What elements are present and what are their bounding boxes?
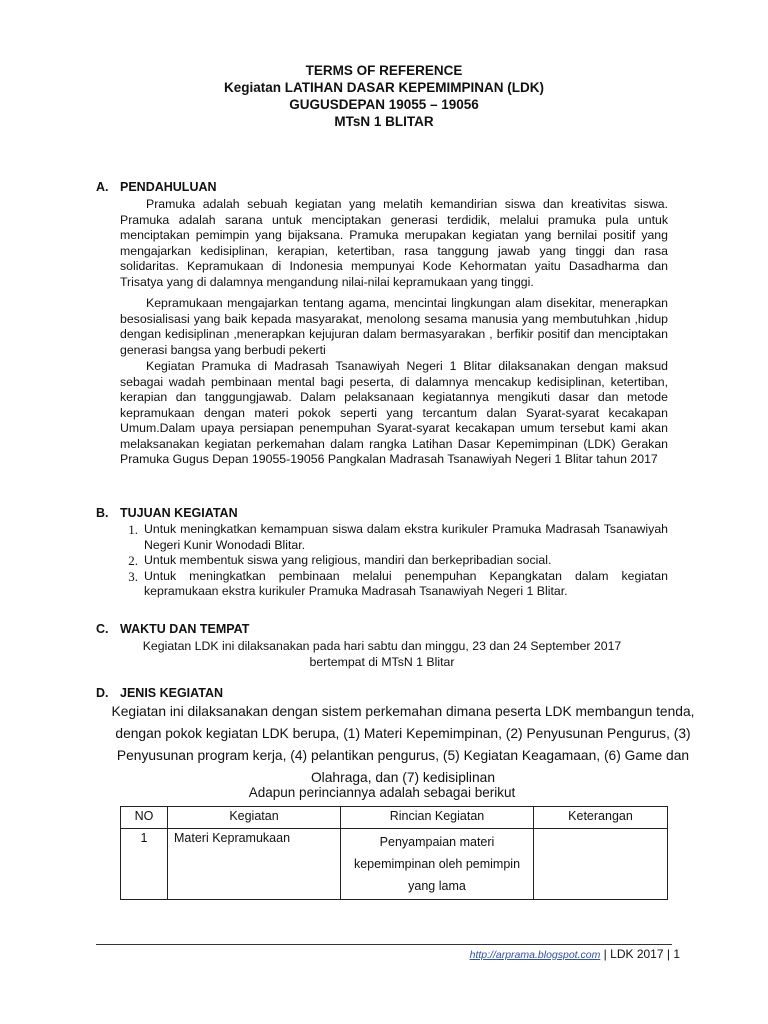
footer-doc-label: LDK 2017 [610, 947, 664, 961]
list-item [96, 522, 668, 553]
section-c-letter: C. [96, 622, 109, 636]
schedule-line-2: bertempat di MTsN 1 Blitar [309, 655, 455, 669]
section-a-heading [96, 180, 217, 194]
section-c-heading [96, 622, 249, 636]
schedule-text [96, 638, 668, 670]
column-header-no: NO [121, 807, 168, 829]
section-a-paragraph-2: Kepramukaan mengajarkan tentang agama, mencintai lingkungan alam disekitar, menerapkan besosialisasi yang baik kepada masyarakat, menolong sesama manusia yang membutuhkan ,hidup dengan kedisiplinan ,menerapkan kejujuran dalam bermasyarakan , berfikir positif dan menciptakan generasi bangsa yang berbudi pekerti [120, 296, 668, 357]
title-line-1: TERMS OF REFERENCE [305, 63, 463, 78]
activity-details-intro: Adapun perinciannya adalah sebagai berikut [248, 785, 516, 800]
page-number: 1 [673, 947, 680, 961]
section-a-letter: A. [96, 180, 109, 194]
cell-keterangan [534, 829, 668, 900]
page-footer [470, 947, 680, 961]
section-a-paragraph-1: Pramuka adalah sebuah kegiatan yang melatih kemandirian siswa dan kreativitas siswa. Pramuka adalah sarana untuk menciptakan generasi terdidik, melalui pramuka pula untuk menciptakan pemimpin yang bijaksana. Pramuka merupakan kegiatan yang bernilai positif yang mengajarkan kedisiplinan, kerapian, ketertiban, rasa tanggung jawab yang tinggi dan rasa solidaritas. Kepramukaan di Indonesia mempunyai Kode Kehormatan yaitu Dasadharma dan Trisatya yang di dalamnya mengandung nilai-nilai kepramukaan yang tinggi. [120, 197, 668, 289]
section-d-heading [96, 686, 223, 700]
footer-separator: | [600, 947, 611, 961]
section-d-letter: D. [96, 686, 109, 700]
activity-table [120, 806, 668, 900]
section-a-paragraph-3: Kegiatan Pramuka di Madrasah Tsanawiyah Negeri 1 Blitar dilaksanakan dengan maksud sebagai wadah pembinaan mental bagi peserta, di dalamnya mencakup kedisiplinan, ketertiban, kerapian dan tanggungjawab. Dalam pelaksanaan kegiatannya mengikuti dasar dan metode kepramukaan dengan materi pokok seperti yang tercantum dalan Syarat-syarat kecakapan Umum.Dalam upaya persiapan penempuhan Syarat-syarat kecakapan umum tersebut kami akan melaksanakan kegiatan perkemahan dalam rangka Latihan Dasar Kepemimpinan (LDK) Gerakan Pramuka Gugus Depan 19055-19056 Pangkalan Madrasah Tsanawiyah Negeri 1 Blitar tahun 2017 [120, 359, 668, 466]
cell-no: 1 [121, 829, 168, 900]
footer-divider [96, 944, 672, 945]
title-line-3: GUGUSDEPAN 19055 – 19056 [289, 97, 479, 112]
activity-description: Kegiatan ini dilaksanakan dengan sistem perkemahan dimana peserta LDK membangun tenda, dengan pokok kegiatan LDK berupa, (1) Materi Kepemimpinan, (2) Penyusunan Pengurus, (3) Penyusunan program kerja, (4) pelantikan pengurus, (5) Kegiatan Keagamaan, (6) Game dan Olahraga, dan (7) kedisiplinan [111, 704, 695, 785]
title-block [0, 62, 768, 130]
list-item-text: Untuk membentuk siswa yang religious, mandiri dan berkepribadian social. [144, 553, 552, 567]
list-item-text: Untuk meningkatkan pembinaan melalui penempuhan Kepangkatan dalam kegiatan kepramukaan ekstra kurikuler Pramuka Madrasah Tsanawiyah Negeri 1 Blitar. [144, 568, 668, 598]
section-b-heading [96, 506, 238, 520]
list-item [96, 553, 668, 569]
section-b-title: TUJUAN KEGIATAN [120, 506, 238, 520]
list-item-text: Untuk meningkatkan kemampuan siswa dalam ekstra kurikuler Pramuka Madrasah Tsanawiyah Negeri Kunir Wonodadi Blitar. [144, 522, 668, 552]
cell-kegiatan: Materi Kepramukaan [168, 829, 341, 900]
list-item-number: 2. [128, 553, 138, 568]
list-item [96, 569, 668, 600]
table-header-row [121, 807, 668, 829]
column-header-rincian: Rincian Kegiatan [341, 807, 534, 829]
table-row [121, 829, 668, 900]
objectives-list [96, 522, 668, 600]
section-b-letter: B. [96, 506, 109, 520]
column-header-keterangan: Keterangan [534, 807, 668, 829]
schedule-line-1: Kegiatan LDK ini dilaksanakan pada hari sabtu dan minggu, 23 dan 24 September 2017 [142, 639, 622, 653]
title-line-4: MTsN 1 BLITAR [334, 114, 434, 129]
cell-rincian: Penyampaian materi kepemimpinan oleh pemimpin yang lama [341, 829, 534, 900]
list-item-number: 1. [128, 522, 138, 537]
footer-link[interactable]: http://arprama.blogspot.com [469, 949, 601, 961]
footer-separator: | [663, 947, 674, 961]
column-header-kegiatan: Kegiatan [168, 807, 341, 829]
section-d-title: JENIS KEGIATAN [120, 686, 224, 700]
title-line-2: Kegiatan LATIHAN DASAR KEPEMIMPINAN (LDK) [224, 80, 544, 95]
list-item-number: 3. [128, 568, 138, 584]
section-c-title: WAKTU DAN TEMPAT [120, 622, 250, 636]
section-a-title: PENDAHULUAN [120, 180, 217, 194]
